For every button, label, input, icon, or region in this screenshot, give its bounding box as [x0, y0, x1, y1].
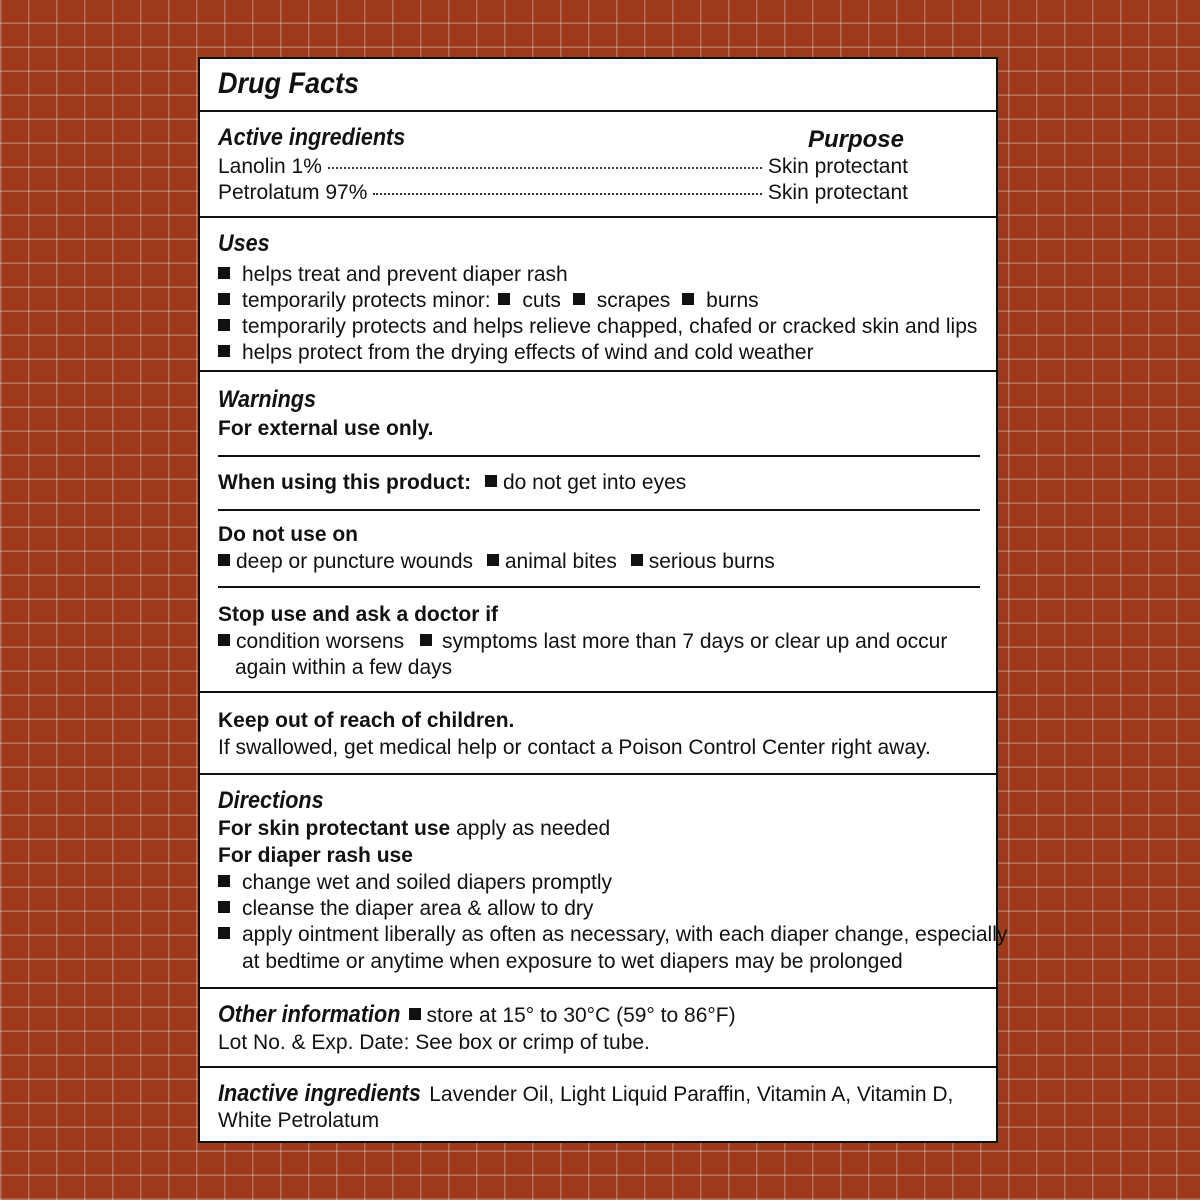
bullet-square-icon: [218, 901, 230, 913]
ingredient-row: [218, 156, 908, 177]
directions-heading: Directions: [218, 787, 324, 814]
uses-heading: Uses: [218, 230, 270, 257]
list-item: helps protect from the drying effects of wind and cold weather: [218, 342, 814, 363]
keep-out-section: [200, 691, 996, 775]
list-item: cleanse the diaper area & allow to dry: [218, 898, 593, 919]
drug-facts-title-row: [218, 69, 375, 99]
external-use-note: For external use only.: [218, 417, 434, 440]
bullet-square-icon: [420, 634, 432, 646]
list-item: temporarily protects and helps relieve chapped, chafed or cracked skin and lips: [218, 316, 977, 337]
other-info-heading: Other information: [218, 1001, 401, 1028]
warnings-section: [200, 370, 996, 694]
inactive-ingredients-heading: Inactive ingredients: [218, 1080, 421, 1107]
do-not-use-heading: Do not use on: [218, 523, 358, 546]
bullet-square-icon: [218, 293, 230, 305]
bullet-square-icon: [218, 875, 230, 887]
bullet-square-icon: [485, 475, 497, 487]
bullet-square-icon: [682, 293, 694, 305]
keep-out-text: If swallowed, get medical help or contact a Poison Control Center right away.: [218, 736, 931, 759]
diaper-rash-heading: For diaper rash use: [218, 844, 413, 867]
stop-use-list: condition worsens symptoms last more than 7 days or clear up and occur: [218, 631, 947, 652]
ingredient-purpose: Skin protectant: [767, 181, 908, 204]
purpose-heading: Purpose: [807, 126, 904, 153]
stop-use-heading: Stop use and ask a doctor if: [218, 603, 499, 626]
bullet-square-icon: [487, 554, 499, 566]
inactive-ingredients-section: [200, 1066, 996, 1145]
drug-facts-panel: [198, 57, 1008, 1143]
bullet-square-icon: [218, 634, 230, 646]
directions-section: [200, 773, 1008, 990]
ingredient-name: Petrolatum 97%: [218, 181, 368, 204]
dot-leader: [373, 193, 761, 195]
list-item: change wet and soiled diapers promptly: [218, 872, 612, 893]
warnings-heading: Warnings: [218, 386, 317, 413]
ingredient-purpose: Skin protectant: [767, 155, 908, 178]
lot-info: Lot No. & Exp. Date: See box or crimp of tube.: [218, 1031, 650, 1054]
divider: [218, 509, 980, 511]
list-item-continuation: at bedtime or anytime when exposure to wet diapers may be prolonged: [242, 950, 903, 973]
list-item: apply ointment liberally as often as necessary, with each diaper change, especially: [218, 924, 1007, 945]
divider: [218, 455, 980, 457]
other-info-row: Other information store at 15° to 30°C (59° to 86°F): [218, 1001, 736, 1028]
bullet-square-icon: [631, 554, 643, 566]
inactive-row: Inactive ingredients Lavender Oil, Light Liquid Paraffin, Vitamin A, Vitamin D,: [218, 1080, 954, 1107]
bullet-square-icon: [218, 319, 230, 331]
ingredient-row: [218, 182, 908, 203]
stop-use-continuation: again within a few days: [235, 656, 453, 679]
other-info-section: [200, 987, 996, 1069]
list-item: temporarily protects minor: cuts scrapes burns: [218, 290, 759, 311]
dot-leader: [328, 167, 762, 169]
keep-out-heading: Keep out of reach of children.: [218, 709, 515, 732]
bullet-square-icon: [409, 1008, 421, 1020]
list-item: helps treat and prevent diaper rash: [218, 264, 568, 285]
divider: [218, 586, 980, 588]
bullet-square-icon: [573, 293, 585, 305]
active-ingredients-section: [200, 110, 996, 218]
bullet-square-icon: [218, 554, 230, 566]
do-not-use-list: deep or puncture wounds animal bites serious burns: [218, 551, 775, 572]
ingredient-name: Lanolin 1%: [218, 155, 322, 178]
bullet-square-icon: [218, 927, 230, 939]
when-using-row: When using this product: do not get into eyes: [218, 471, 687, 494]
inactive-continuation: White Petrolatum: [218, 1109, 380, 1132]
bullet-square-icon: [218, 267, 230, 279]
drug-facts-title: Drug Facts: [218, 67, 360, 100]
uses-section: [200, 216, 996, 373]
skin-protectant-use: For skin protectant use apply as needed: [218, 817, 611, 840]
active-ingredients-heading: Active ingredients: [218, 124, 406, 151]
bullet-square-icon: [218, 345, 230, 357]
bullet-square-icon: [498, 293, 510, 305]
